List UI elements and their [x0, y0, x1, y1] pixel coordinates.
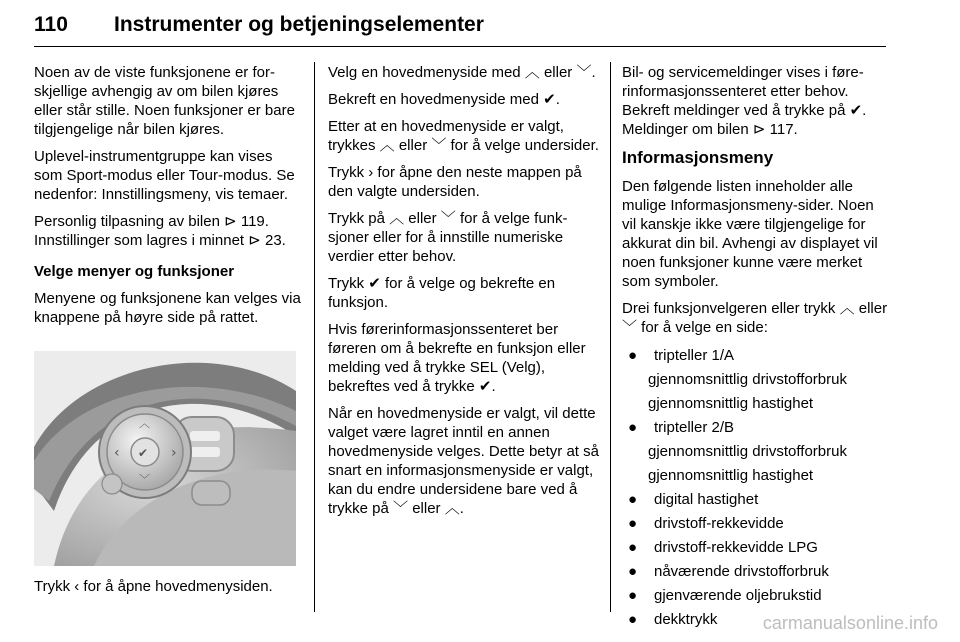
- paragraph: Bekreft en hovedmenyside med ✔.: [328, 91, 560, 108]
- svg-text:✔: ✔: [138, 446, 149, 460]
- bullet-icon: ●: [628, 346, 638, 364]
- svg-text:‹: ‹: [114, 445, 120, 461]
- column-3: [622, 63, 892, 631]
- svg-text:︿: ︿: [139, 417, 150, 430]
- sub-item: gjennomsnittlig drivstofforbruk: [648, 442, 847, 460]
- column-1: [34, 63, 302, 335]
- svg-text:﹀: ﹀: [139, 473, 150, 486]
- list-item-label: nåværende drivstofforbruk: [654, 562, 829, 580]
- paragraph: Den følgende listen inneholder alle mulige Informasjonsmeny-sider. Noen vil kanskje ikke være tilgjengelige for akkurat din bil. Avhengi av displayet vil noen funksjoner kunne være merket som symboler.: [622, 178, 878, 290]
- bullet-icon: ●: [628, 562, 638, 580]
- list-item: [622, 583, 892, 607]
- bullet-icon: ●: [628, 490, 638, 508]
- paragraph: Trykk › for åpne den neste mappen på den valgte undersiden.: [328, 164, 582, 200]
- sub-item: gjennomsnittlig hastighet: [648, 394, 814, 412]
- column-2: [328, 63, 600, 526]
- bullet-icon: ●: [628, 586, 638, 604]
- section-title: Informasjonsmeny: [622, 148, 774, 167]
- list-item: [622, 559, 892, 583]
- figure-caption: Trykk ‹ for å åpne hovedmenysiden.: [34, 578, 273, 595]
- column-divider: [610, 62, 611, 612]
- paragraph: Menyene og funksjonene kan velges via knappene på høyre side på rattet.: [34, 290, 301, 326]
- paragraph: Velg en hovedmenyside med ︿ eller ﹀.: [328, 64, 596, 81]
- paragraph: Hvis førerinformasjonssenteret ber føreren om å bekrefte en funksjon eller melding ved å trykke SEL (Velg), bekreftes ved å trykke ✔.: [328, 321, 586, 395]
- paragraph: Personlig tilpasning av bilen ⊳ 119. Innstillinger som lagres i minnet ⊳ 23.: [34, 213, 286, 249]
- paragraph: Noen av de viste funksjonene er forskjellige avhengig av om bilen kjøres eller står stille. Noen funksjoner er bare tilgjengelige når bilen kjøres.: [34, 64, 295, 138]
- list-item-label: gjenværende oljebrukstid: [654, 586, 822, 604]
- subheading: Velge menyer og funksjoner: [34, 263, 235, 280]
- watermark: carmanualsonline.info: [762, 613, 938, 633]
- info-menu-list: [622, 343, 892, 631]
- column-divider: [314, 62, 315, 612]
- list-item: [622, 343, 892, 415]
- steering-wheel-svg: [34, 351, 296, 566]
- steering-wheel-illustration: [34, 351, 296, 566]
- list-item-label: drivstoff-rekkevidde: [654, 514, 784, 532]
- paragraph: Trykk på ︿ eller ﹀ for å velge funksjoner eller for å innstille numeriske verdier etter behov.: [328, 210, 568, 265]
- svg-text:›: ›: [171, 445, 177, 461]
- page-number: 110: [34, 13, 68, 36]
- paragraph: Bil- og servicemeldinger vises i førerinformasjonssenteret etter behov. Bekreft meldinger ved å trykke på ✔. Meldinger om bilen ⊳ 117.: [622, 64, 867, 138]
- paragraph: Etter at en hovedmenyside er valgt, trykkes ︿ eller ﹀ for å velge undersider.: [328, 118, 599, 154]
- list-item-label: drivstoff-rekkevidde LPG: [654, 538, 818, 556]
- list-item: [622, 511, 892, 535]
- list-item: [622, 487, 892, 511]
- list-item: [622, 415, 892, 487]
- list-item-label: dekktrykk: [654, 610, 718, 628]
- bullet-icon: ●: [628, 610, 638, 628]
- paragraph: Når en hovedmenyside er valgt, vil dette valget være lagret inntil en annen hovedmenyside velges. Dette betyr at så snart en informasjonsmenyside er valgt, kan du endre undersidene bare ved å trykke på ﹀ eller ︿.: [328, 405, 599, 517]
- bullet-icon: ●: [628, 418, 638, 436]
- list-item: [622, 535, 892, 559]
- sub-item: gjennomsnittlig drivstofforbruk: [648, 370, 847, 388]
- paragraph: Trykk ✔ for å velge og bekrefte en funksjon.: [328, 275, 556, 311]
- bullet-icon: ●: [628, 538, 638, 556]
- page-title: Instrumenter og betjeningselementer: [114, 13, 484, 36]
- list-item-label: digital hastighet: [654, 490, 759, 508]
- list-item-label: tripteller 2/B: [654, 418, 735, 436]
- paragraph: Drei funksjonvelgeren eller trykk ︿ eller ﹀ for å velge en side:: [622, 300, 888, 336]
- page-header: [34, 10, 886, 47]
- list-item-label: tripteller 1/A: [654, 346, 735, 364]
- bullet-icon: ●: [628, 514, 638, 532]
- paragraph: Uplevel-instrumentgruppe kan vises som Sport-modus eller Tour-modus. Se nedenfor: Innstillingsmeny, vis temaer.: [34, 148, 295, 203]
- sub-item: gjennomsnittlig hastighet: [648, 466, 814, 484]
